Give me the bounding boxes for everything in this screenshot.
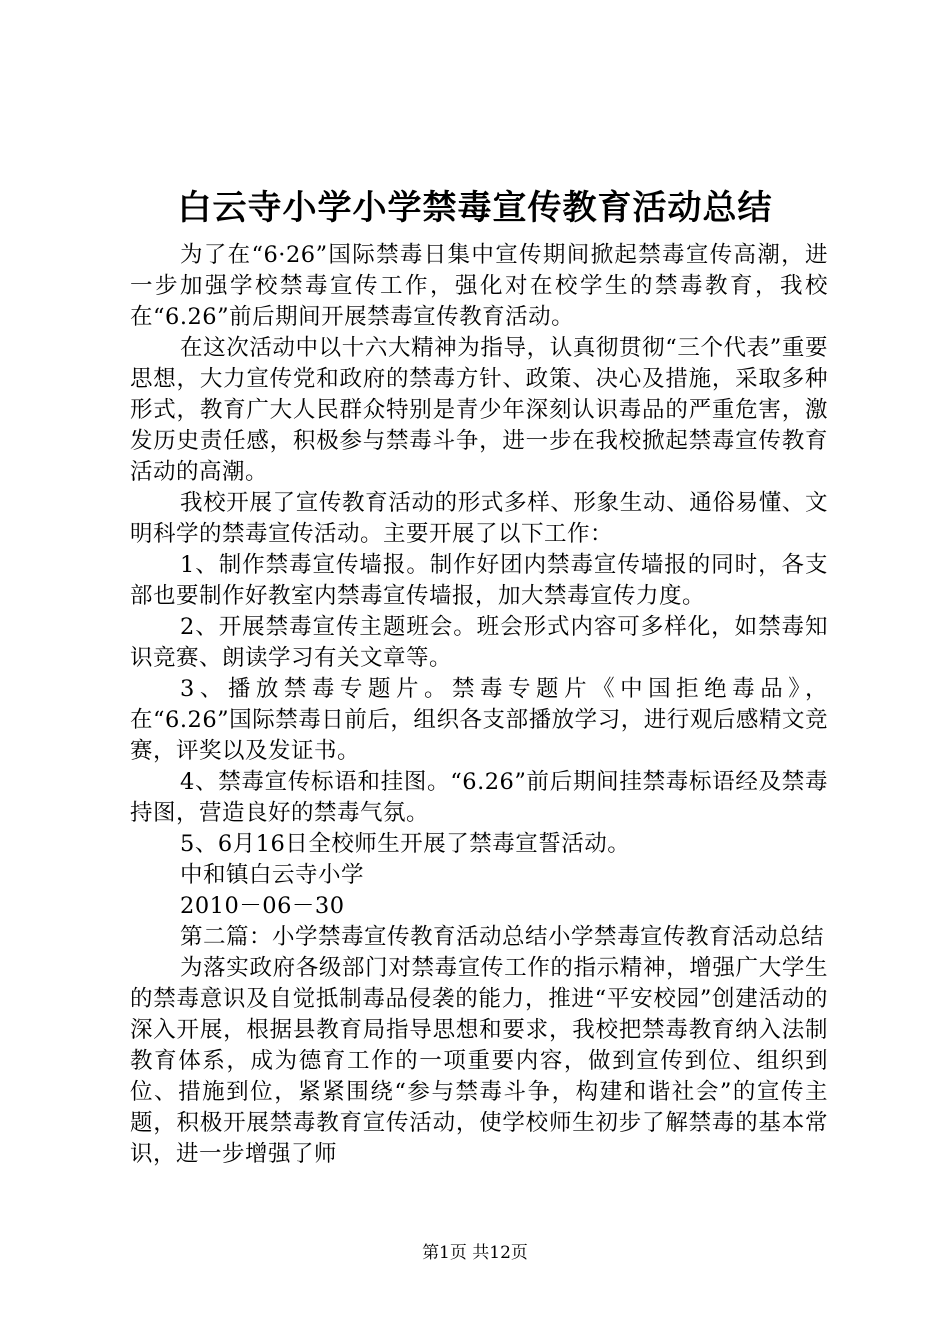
page-footer: 第1页 共12页	[422, 1243, 528, 1263]
signature-date: 2010－06－30	[180, 893, 345, 919]
paragraph: 5、6月16日全校师生开展了禁毒宣誓活动。	[180, 831, 631, 857]
signature-school: 中和镇白云寺小学	[180, 862, 365, 888]
paragraph: 在这次活动中以十六大精神为指导，认真彻贯彻“三个代表”重要思想，大力宣传党和政府的禁毒方针、政策、决心及措施，采取多种形式，教育广大人民群众特别是青少年深刻认识毒品的严重危害，激发历史责任感，积极参与禁毒斗争，进一步在我校掀起禁毒宣传教育活动的高潮。	[130, 335, 828, 485]
paragraph: 为落实政府各级部门对禁毒宣传工作的指示精神，增强广大学生的禁毒意识及自觉抵制毒品侵袭的能力，推进“平安校园”创建活动的深入开展，根据县教育局指导思想和要求，我校把禁毒教育纳入法制教育体系，成为德育工作的一项重要内容，做到宣传到位、组织到位、措施到位，紧紧围绕“参与禁毒斗争，构建和谐社会”的宣传主题，积极开展禁毒教育宣传活动，使学校师生初步了解禁毒的基本常识，进一步增强了师	[130, 955, 828, 1167]
paragraph: 3、播放禁毒专题片。禁毒专题片《中国拒绝毒品》，在“6.26”国际禁毒日前后，组织各支部播放学习，进行观后感精文竞赛，评奖以及发证书。	[130, 676, 828, 764]
paragraph: 为了在“6·26”国际禁毒日集中宣传期间掀起禁毒宣传高潮，进一步加强学校禁毒宣传工作，强化对在校学生的禁毒教育，我校在“6.26”前后期间开展禁毒宣传教育活动。	[130, 242, 828, 330]
paragraph: 我校开展了宣传教育活动的形式多样、形象生动、通俗易懂、文明科学的禁毒宣传活动。主要开展了以下工作：	[130, 490, 828, 547]
document-body	[130, 240, 828, 1170]
document-title: 白云寺小学小学禁毒宣传教育活动总结	[177, 188, 773, 228]
paragraph: 2、开展禁毒宣传主题班会。班会形式内容可多样化，如禁毒知识竞赛、朗读学习有关文章等。	[130, 614, 828, 671]
section-heading: 第二篇：小学禁毒宣传教育活动总结小学禁毒宣传教育活动总结	[180, 924, 825, 950]
paragraph: 4、禁毒宣传标语和挂图。“6.26”前后期间挂禁毒标语经及禁毒持图，营造良好的禁毒气氛。	[130, 769, 828, 826]
paragraph: 1、制作禁毒宣传墙报。制作好团内禁毒宣传墙报的同时，各支部也要制作好教室内禁毒宣传墙报，加大禁毒宣传力度。	[130, 552, 828, 609]
